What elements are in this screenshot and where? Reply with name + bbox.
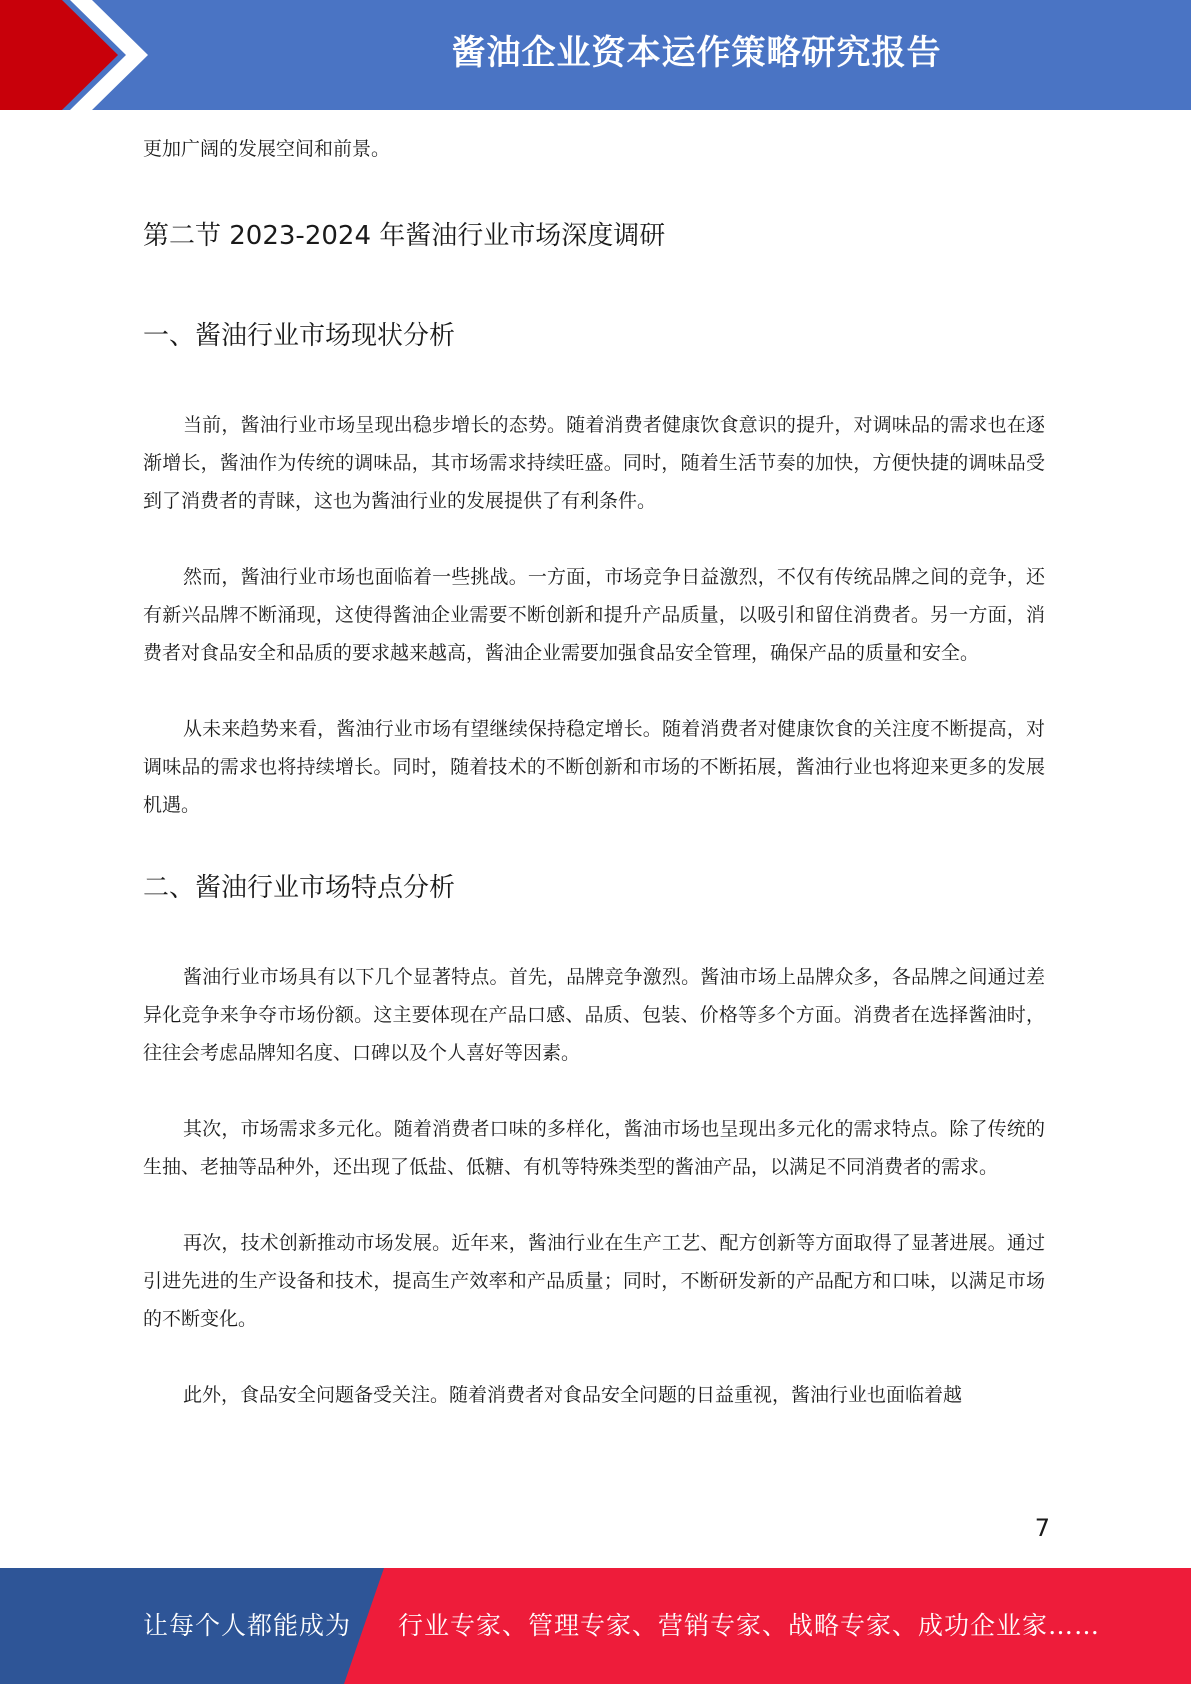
paragraph: 其次，市场需求多元化。随着消费者口味的多样化，酱油市场也呈现出多元化的需求特点。除了传统的生抽、老抽等品种外，还出现了低盐、低糖、有机等特殊类型的酱油产品，以满足不同消费者的需求。 [143, 1118, 1045, 1178]
page-content [143, 130, 1045, 1414]
paragraph: 此外，食品安全问题备受关注。随着消费者对食品安全问题的日益重视，酱油行业也面临着越 [183, 1384, 963, 1406]
header-banner [0, 0, 1191, 110]
heading-market-status: 一、酱油行业市场现状分析 [143, 321, 456, 351]
footer-slogan-left: 让每个人都能成为 [143, 1611, 352, 1640]
heading-market-features: 二、酱油行业市场特点分析 [143, 873, 456, 903]
page-number: 7 [1034, 1514, 1050, 1542]
paragraph: 再次，技术创新推动市场发展。近年来，酱油行业在生产工艺、配方创新等方面取得了显著进展。通过引进先进的生产设备和技术，提高生产效率和产品质量；同时，不断研发新的产品配方和口味，以满足市场的不断变化。 [143, 1232, 1045, 1330]
report-title: 酱油企业资本运作策略研究报告 [451, 33, 942, 73]
section-title: 第二节 2023-2024 年酱油行业市场深度调研 [143, 221, 666, 251]
footer-slogan-right: 行业专家、管理专家、营销专家、战略专家、成功企业家…… [398, 1611, 1101, 1640]
paragraph: 从未来趋势来看，酱油行业市场有望继续保持稳定增长。随着消费者对健康饮食的关注度不断提高，对调味品的需求也将持续增长。同时，随着技术的不断创新和市场的不断拓展，酱油行业也将迎来更多的发展机遇。 [143, 718, 1045, 816]
continuation-text: 更加广阔的发展空间和前景。 [143, 138, 391, 160]
footer-banner [0, 1568, 1191, 1684]
paragraph: 当前，酱油行业市场呈现出稳步增长的态势。随着消费者健康饮食意识的提升，对调味品的需求也在逐渐增长，酱油作为传统的调味品，其市场需求持续旺盛。同时，随着生活节奏的加快，方便快捷的调味品受到了消费者的青睐，这也为酱油行业的发展提供了有利条件。 [143, 414, 1045, 512]
header-arrow-decoration [0, 0, 160, 110]
paragraph: 然而，酱油行业市场也面临着一些挑战。一方面，市场竞争日益激烈，不仅有传统品牌之间的竞争，还有新兴品牌不断涌现，这使得酱油企业需要不断创新和提升产品质量，以吸引和留住消费者。另一方面，消费者对食品安全和品质的要求越来越高，酱油企业需要加强食品安全管理，确保产品的质量和安全。 [143, 566, 1045, 664]
paragraph: 酱油行业市场具有以下几个显著特点。首先，品牌竞争激烈。酱油市场上品牌众多，各品牌之间通过差异化竞争来争夺市场份额。这主要体现在产品口感、品质、包装、价格等多个方面。消费者在选择酱油时，往往会考虑品牌知名度、口碑以及个人喜好等因素。 [143, 966, 1045, 1064]
